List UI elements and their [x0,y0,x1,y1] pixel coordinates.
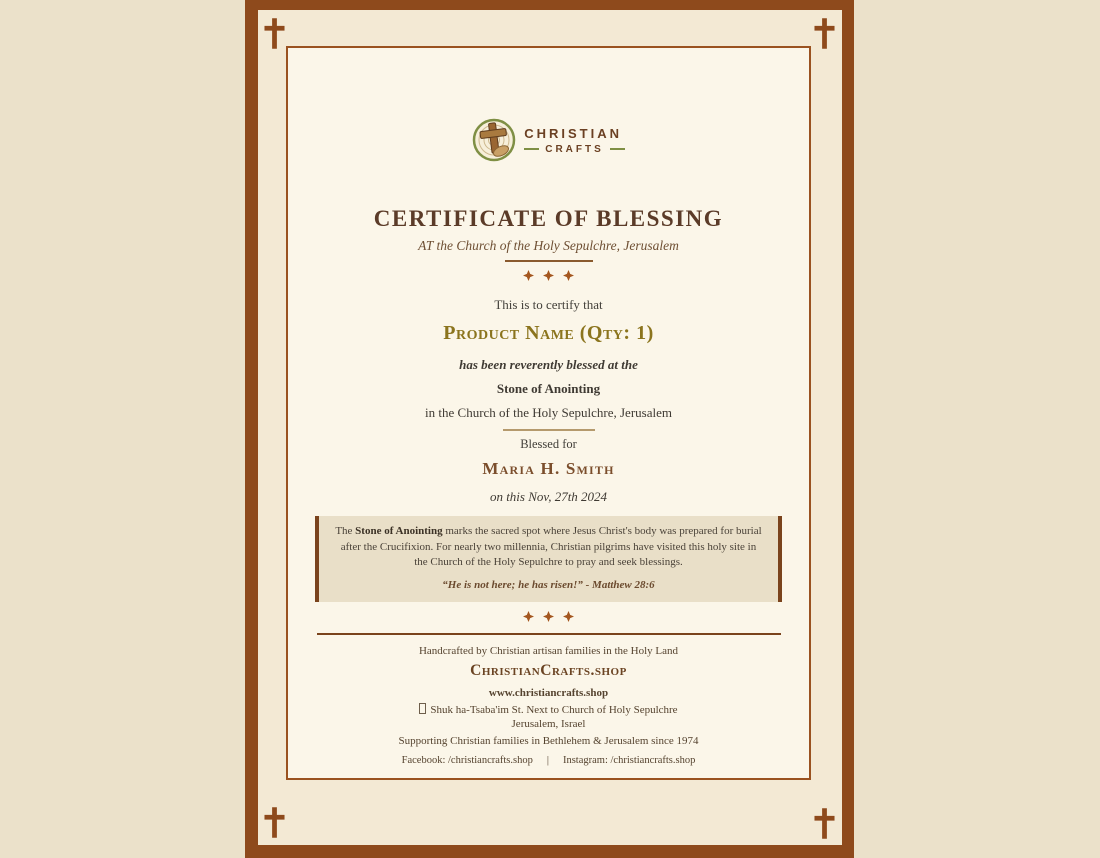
brand-name-line2: CRAFTS [545,143,604,155]
blessed-for-label: Blessed for [520,437,577,451]
facebook-handle: Facebook: /christiancrafts.shop [401,754,533,766]
cross-ornament-icon [523,270,534,281]
corner-cross-icon [264,18,285,49]
social-links-line [288,754,809,767]
cross-ornament-row [288,270,809,281]
cross-ornament-row [288,611,809,622]
wordmark-dash [610,148,625,150]
blessing-date: on this Nov, 27th 2024 [489,489,608,504]
recipient-name: Maria H. Smith [482,459,615,478]
location-line: in the Church of the Holy Sepulchre, Jerusalem [425,405,672,420]
certify-line: This is to certify that [494,297,603,312]
certificate-frame [245,0,854,858]
info-lead-prefix: The [335,525,356,537]
corner-cross-icon [814,808,835,839]
corner-cross-icon [264,807,285,838]
info-text [333,524,764,571]
wordmark-dash [524,148,539,150]
certificate-subtitle: AT the Church of the Holy Sepulchre, Jerusalem [418,238,679,253]
brand-name: ChristianCrafts.shop [470,661,627,679]
certificate-card [286,46,811,780]
info-body: marks the sacred spot where Jesus Christ's body was prepared for burial after the Crucifixion. For nearly two millennia, Christian pilgrims have visited this holy site in the Church of the Holy Sepulchre to pray and seek blessings. [340,525,762,568]
address-line-1: Shuk ha-Tsaba'im St. Next to Church of Holy Sepulchre [288,703,809,717]
recipient-divider [503,429,595,431]
stone-of-anointing-info-box [315,516,782,602]
brand-wordmark [524,126,625,155]
location-name: Stone of Anointing [496,381,601,396]
cross-ornament-icon [543,611,554,622]
address-line-2: Jerusalem, Israel [511,717,586,730]
corner-cross-icon [814,18,835,49]
info-lead-bold: Stone of Anointing [355,525,443,537]
certificate-title: CERTIFICATE OF BLESSING [373,206,724,231]
certificate-mat [258,10,842,845]
brand-name-line1: CHRISTIAN [524,125,622,141]
instagram-handle: Instagram: /christiancrafts.shop [562,754,696,766]
supporting-line: Supporting Christian families in Bethlehem & Jerusalem since 1974 [398,734,699,747]
footer-divider [317,633,781,635]
product-name: Product Name (Qty: 1) [443,322,654,344]
brand-logo [288,118,809,162]
blessed-at-line: has been reverently blessed at the [459,357,638,372]
address-marker-icon [419,703,426,714]
social-separator: | [546,754,549,766]
cross-ornament-icon [563,270,574,281]
cross-ornament-icon [523,611,534,622]
handcrafted-line: Handcrafted by Christian artisan families in the Holy Land [418,644,679,657]
cross-ornament-icon [563,611,574,622]
subtitle-divider [505,260,593,262]
scripture-quote: “He is not here; he has risen!” - Matthew 28:6 [442,578,655,591]
cross-ornament-icon [543,270,554,281]
brand-emblem-icon [472,118,516,162]
website-url: www.christiancrafts.shop [488,686,609,699]
